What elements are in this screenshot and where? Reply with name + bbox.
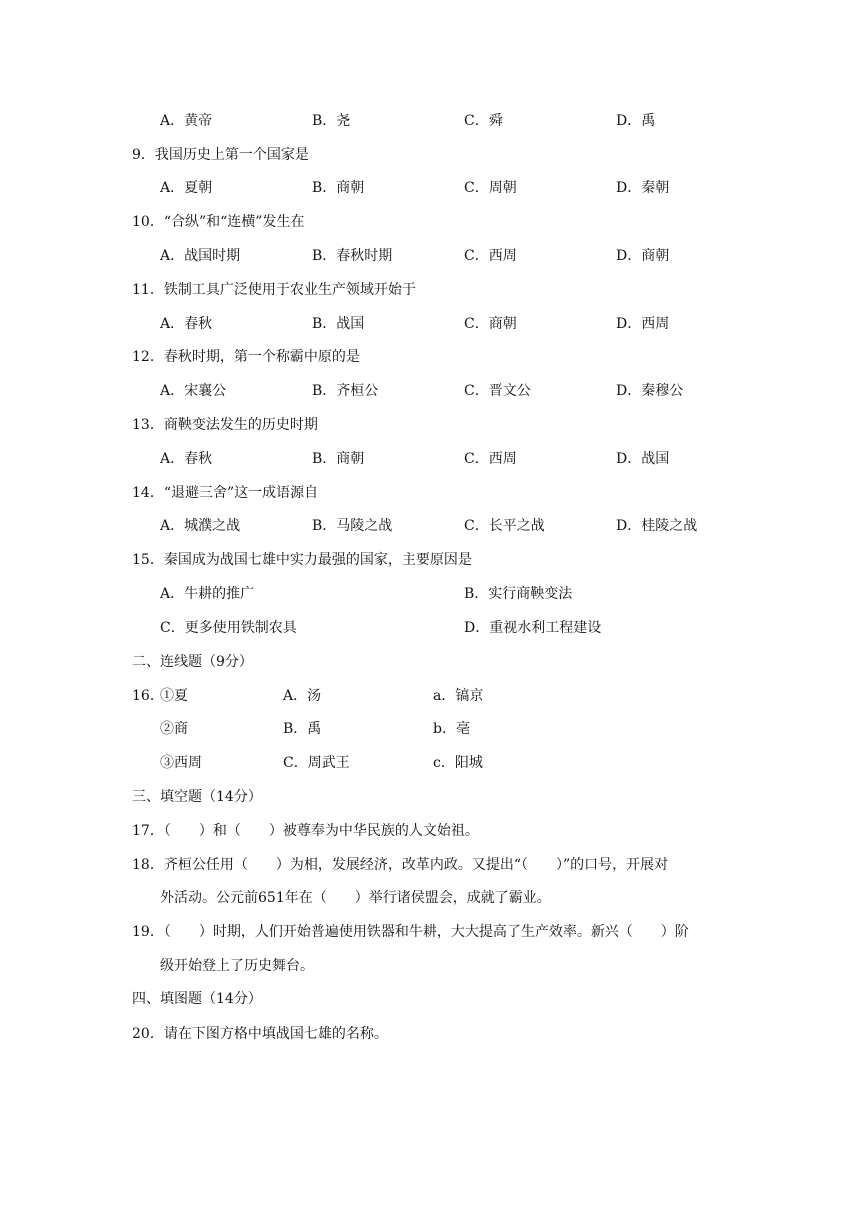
option-d: D．战国: [616, 451, 670, 467]
option-a: A．黄帝: [160, 113, 213, 129]
option-a: A．战国时期: [160, 248, 241, 264]
option-a: A．夏朝: [160, 180, 213, 196]
match-left-item: ①夏: [160, 688, 188, 704]
option-a: A．牛耕的推广: [160, 586, 255, 602]
option-a: A．春秋: [160, 451, 213, 467]
option-d: D．西周: [616, 316, 670, 332]
option-c: C．更多使用铁制农具: [160, 620, 297, 636]
match-mid-item: B．禹: [283, 721, 322, 737]
option-b: B．实行商鞅变法: [464, 586, 573, 602]
match-right-item: a．镐京: [433, 688, 484, 704]
match-mid-item: C．周武王: [283, 755, 350, 771]
match-left-item: ③西周: [160, 755, 202, 771]
option-d: D．秦朝: [616, 180, 670, 196]
question-19-line-2: 级开始登上了历史舞台。: [160, 958, 314, 974]
option-a: A．春秋: [160, 316, 213, 332]
option-d: D．禹: [616, 113, 656, 129]
match-mid-item: A．汤: [283, 688, 322, 704]
option-c: C．西周: [464, 451, 517, 467]
option-c: C．商朝: [464, 316, 517, 332]
option-d: D．秦穆公: [616, 383, 684, 399]
question-number: 16．: [132, 688, 164, 704]
question-20: 20．请在下图方格中填战国七雄的名称。: [132, 1026, 388, 1042]
question-17: 17．（ ）和（ ）被尊奉为中华民族的人文始祖。: [132, 823, 479, 839]
section-heading-matching: 二、连线题（9分）: [132, 654, 253, 670]
option-d: D．重视水利工程建设: [464, 620, 602, 636]
option-c: C．周朝: [464, 180, 517, 196]
option-a: A．城濮之战: [160, 518, 241, 534]
option-b: B．马陵之战: [312, 518, 393, 534]
match-right-item: c．阳城: [433, 755, 483, 771]
question-19-line-1: 19．（ ）时期，人们开始普遍使用铁器和牛耕，大大提高了生产效率。新兴（ ）阶: [132, 924, 689, 940]
question-13-stem: 13．商鞅变法发生的历史时期: [132, 417, 318, 433]
question-10-stem: 10．“合纵”和“连横”发生在: [132, 214, 305, 230]
option-b: B．尧: [312, 113, 351, 129]
match-right-item: b．亳: [433, 721, 470, 737]
section-heading-map-fill: 四、填图题（14分）: [132, 991, 262, 1007]
option-c: C．西周: [464, 248, 517, 264]
section-heading-fill-blank: 三、填空题（14分）: [132, 789, 262, 805]
option-b: B．齐桓公: [312, 383, 379, 399]
question-9-stem: 9．我国历史上第一个国家是: [132, 147, 309, 163]
option-b: B．商朝: [312, 451, 365, 467]
option-b: B．战国: [312, 316, 365, 332]
option-a: A．宋襄公: [160, 383, 227, 399]
question-15-stem: 15．秦国成为战国七雄中实力最强的国家，主要原因是: [132, 552, 472, 568]
option-c: C．长平之战: [464, 518, 545, 534]
question-18-line-1: 18．齐桓公任用（ ）为相，发展经济，改革内政。又提出“（ ）”的口号，开展对: [132, 857, 669, 873]
option-d: D．桂陵之战: [616, 518, 698, 534]
match-left-item: ②商: [160, 721, 188, 737]
question-18-line-2: 外活动。公元前651年在（ ）举行诸侯盟会，成就了霸业。: [160, 890, 551, 906]
option-c: C．舜: [464, 113, 503, 129]
option-b: B．商朝: [312, 180, 365, 196]
option-c: C．晋文公: [464, 383, 531, 399]
question-14-stem: 14．“退避三舍”这一成语源自: [132, 485, 319, 501]
option-d: D．商朝: [616, 248, 670, 264]
option-b: B．春秋时期: [312, 248, 393, 264]
question-11-stem: 11．铁制工具广泛使用于农业生产领域开始于: [132, 282, 416, 298]
question-12-stem: 12．春秋时期，第一个称霸中原的是: [132, 349, 360, 365]
